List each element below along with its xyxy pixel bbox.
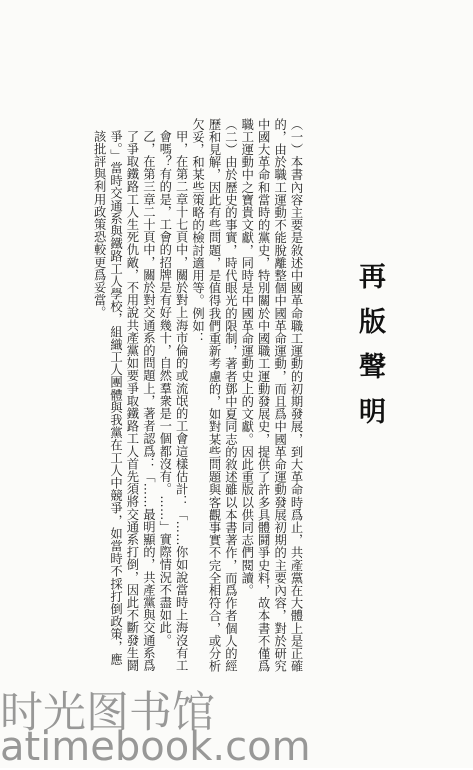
paragraph-4: 乙，在第三章二十頁中，關於對交通系的問題上，著者認爲：「……最明顯的，共產黨與交通系爲了爭取鐵路工人生死仇敵，不用說共產黨如要爭取鐵路工人首先須將交通系打倒，因此不斷發生鬪爭。」當時交通系與鐵路工人學校，組織工人團體與我黨在工人中競爭，如當時不採打倒政策，應該批評與利用政策恐較更爲妥當。 [92,130,156,672]
paragraph-3: 甲，在第二章十七頁中，關於對上海市倫的或流氓的工會這樣估計：「……你如說當時上海沒有工會嗎？有的是，工會的招牌是有好幾十，自然羣衆是一個都沒有。……」實際情況不盡如此。 [157,130,189,672]
watermark [0,690,473,768]
watermark-url: atimebook.com [0,724,311,770]
body-text [92,118,304,678]
watermark-chinese: 时光图书馆 [0,688,215,738]
paragraph-1: （一）本書內容主要是敘述中國革命職工運動的初期發展，到大革命時爲止，共產黨在大體上是正確的，由於職工運動不能脫離整個中國革命運動，而且爲中國革命運動發展初期的主要內容，對於研究中國大革命和當時的黨史，特別關於中國職工運動發展史，提供了許多具體鬪爭史料，故本書不僅爲職工運動中之寶貴文獻，同時是中國革命運動史上的文獻。因此重版以供同志們閱讀。 [239,118,303,673]
paragraph-2: （二）由於歷史的事實，時代眼光的限制，著者鄧中夏同志的敘述雖以本書著作，而爲作者個人的經歷和見解，因此有些問題，是值得我們重新考慮的，如對某些問題與客觀事實不完全相符合，或分析欠妥，和某些策略的檢討適用等。例如： [190,118,238,673]
page-title: 再版聲明 [354,262,385,442]
